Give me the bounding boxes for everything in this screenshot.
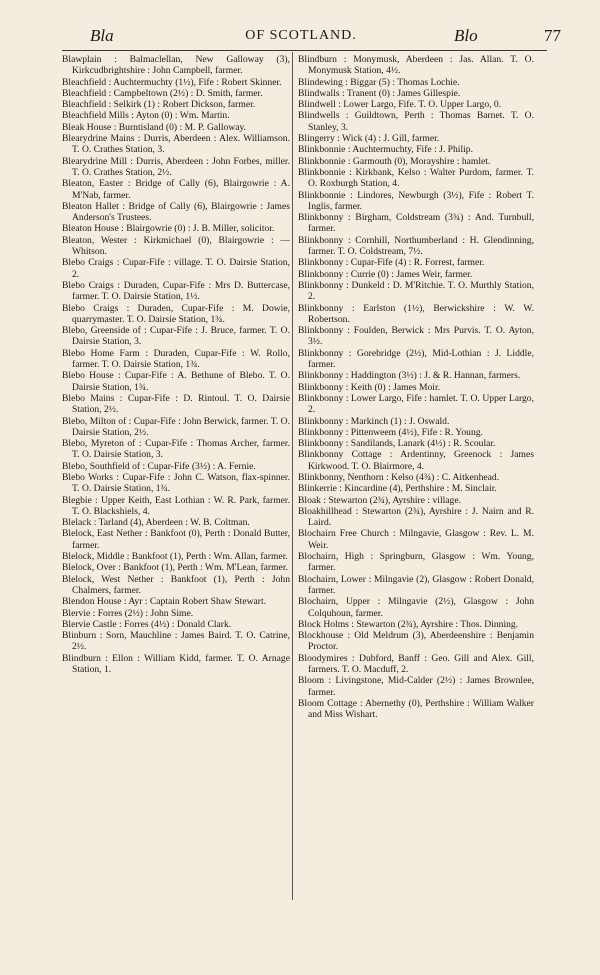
directory-entry: Blegbie : Upper Keith, East Lothian : W. R. Park, farmer. T. O. Blackshiels, 4. [62,494,290,517]
directory-entry: Blinkbonny : Cupar-Fife (4) : R. Forrest, farmer. [298,257,485,269]
directory-entry: Blebo, Greenside of : Cupar-Fife : J. Bruce, farmer. T. O. Dairsie Station, 3. [62,325,290,348]
directory-entry: Blindburn : Monymusk, Aberdeen : Jas. Allan. T. O. Monymusk Station, 4½. [298,54,534,77]
directory-entry: Blindwell : Lower Largo, Fife. T. O. Upper Largo, 0. [298,99,502,111]
directory-entry: Blebo Home Farm : Duraden, Cupar-Fife : W. Rollo, farmer. T. O. Dairsie Station, 1¾. [62,347,290,371]
directory-entry: Blinkerrie : Kincardine (4), Perthshire : M. Sinclair. [298,483,497,495]
directory-entry: Bleachfield : Selkirk (1) : Robert Dickson, farmer. [62,99,256,111]
left-column [62,54,290,675]
directory-entry: Blelock, Middle : Bankfoot (1), Perth : Wm. Allan, farmer. [62,551,288,563]
directory-entry: Blelack : Tarland (4), Aberdeen : W. B. Coltman. [62,517,250,529]
directory-entry: Blochairn, Lower : Milngavie (2), Glasgow : Robert Donald, farmer. [298,573,534,596]
running-header [62,26,561,48]
directory-entry: Blinkbonny : Sandilands, Lanark (4½) : R. Scoular. [298,438,496,450]
directory-entry: Block Holms : Stewarton (2¾), Ayrshire : Thos. Dinning. [298,618,519,630]
directory-entry: Blinkbonny : Currie (0) : James Weir, farmer. [298,268,473,280]
directory-entry: Blinkbonny : Haddington (3½) : J. & R. Hannan, farmers. [298,370,521,382]
directory-entry: Blinkbonny, Nenthorn : Kelso (4¾) : C. Aitkenhead. [298,471,500,483]
directory-entry: Blinkbonny : Keith (0) : James Moir. [298,381,441,393]
directory-entry: Bloom : Livingstone, Mid-Calder (2½) : James Brownlee, farmer. [298,675,534,698]
directory-entry: Blebo Craigs : Duraden, Cupar-Fife : M. Dowie, quarrymaster. T. O. Dairsie Station, 1¾. [62,302,290,325]
directory-entry: Bleaton, Easter : Bridge of Cally (6), Blairgowrie : A. M'Nab, farmer. [62,178,290,201]
directory-entry: Blebo, Southfield of : Cupar-Fife (3½) : A. Fernie. [62,460,256,472]
directory-entry: Blinkbonny : Markinch (1) : J. Oswald. [298,415,450,427]
directory-entry: Blingerry : Wick (4) : J. Gill, farmer. [298,133,440,145]
directory-entry: Bleaton, Wester : Kirkmichael (0), Blairgowrie : — Whitson. [62,234,290,258]
directory-entry: Blinkbonnie : Kirkbank, Kelso : Walter Purdom, farmer. T. O. Roxburgh Station, 4. [298,166,534,190]
directory-entry: Blinkbonny : Lower Largo, Fife : hamlet. T. O. Upper Largo, 2. [298,392,534,416]
directory-entry: Blinkbonny : Gorebridge (2½), Mid-Lothian : J. Liddle, farmer. [298,347,534,371]
header-title: OF SCOTLAND. [245,28,357,43]
directory-entry: Blinkbonnie : Auchtermuchty, Fife : J. Philip. [298,144,473,156]
directory-entry: Blinkbonny : Birgham, Coldstream (3¾) : And. Turnbull, farmer. [298,212,534,235]
directory-entry: Bloakhillhead : Stewarton (2¾), Ayrshire : J. Nairn and R. Laird. [298,505,534,529]
directory-entry: Blelock, East Nether : Bankfoot (0), Perth : Donald Butter, farmer. [62,528,290,551]
directory-entry: Bleachfield : Auchtermuchty (1½), Fife : Robert Skinner. [62,76,282,88]
directory-entry: Blebo Works : Cupar-Fife : John C. Watson, flax-spinner. T. O. Dairsie Station, 1¾. [62,471,290,495]
directory-entry: Blelock, Over : Bankfoot (1), Perth : Wm. M'Lean, farmer. [62,562,288,574]
directory-entry: Blinkbonny : Earlston (1½), Berwickshire : W. W. Robertson. [298,302,534,325]
directory-entry: Bloom Cottage : Abernethy (0), Perthshire : William Walker and Miss Wishart. [298,697,534,721]
directory-entry: Blawplain : Balmaclellan, New Galloway (3), Kirkcudbrightshire : John Campbell, farmer. [62,54,290,77]
directory-entry: Blebo, Myreton of : Cupar-Fife : Thomas Archer, farmer. T. O. Dairsie Station, 3. [62,438,290,461]
directory-entry: Blinkbonny Cottage : Ardentinny, Greenock : James Kirkwood. T. O. Blairmore, 4. [298,449,534,472]
directory-entry: Bleachfield : Campbeltown (2½) : D. Smith, farmer. [62,87,263,99]
directory-entry: Blebo, Milton of : Cupar-Fife : John Berwick, farmer. T. O. Dairsie Station, 2½. [62,415,290,438]
directory-entry: Bleak House : Burntisland (0) : M. P. Galloway. [62,121,247,133]
directory-entry: Blearydrine Mains : Durris, Aberdeen : Alex. Williamson. T. O. Crathes Station, 3. [62,133,290,156]
directory-entry: Blinkbonny : Pittenweem (4½), Fife : R. Young. [298,426,483,438]
page-number: 77 [544,26,561,45]
directory-entry: Blebo House : Cupar-Fife : A. Bethune of Blebo. T. O. Dairsie Station, 1¾. [62,370,290,393]
directory-entry: Blochairn, Upper : Milngavie (2½), Glasgow : John Colquhoun, farmer. [298,596,534,619]
directory-entry: Bleaton House : Blairgowrie (0) : J. B. Miller, solicitor. [62,223,275,235]
right-column [298,54,534,721]
directory-entry: Blinkbonnie : Garmouth (0), Morayshire : hamlet. [298,155,491,167]
column-divider [292,52,293,900]
directory-entry: Blindburn : Ellon : William Kidd, farmer. T. O. Arnage Station, 1. [62,652,290,676]
directory-entry: Blindewing : Biggar (5) : Thomas Lochie. [298,76,460,88]
directory-entry: Blebo Craigs : Cupar-Fife : village. T. O. Dairsie Station, 2. [62,257,290,280]
directory-entry: Blochairn Free Church : Milngavie, Glasgow : Rev. L. M. Weir. [298,528,534,551]
directory-entry: Blebo Mains : Cupar-Fife : D. Rintoul. T. O. Dairsie Station, 2½. [62,392,290,416]
directory-entry: Bloodymires : Dubford, Banff : Geo. Gill and Alex. Gill, farmers. T. O. Macduff, 2. [298,652,534,676]
directory-entry: Blinkbonny : Dunkeld : D. M'Ritchie. T. O. Murthly Station, 2. [298,279,534,303]
directory-entry: Blervie : Forres (2½) : John Sime. [62,607,194,619]
header-first-entry-key: Bla [90,26,114,45]
directory-entry: Blochairn, High : Springburn, Glasgow : Wm. Young, farmer. [298,551,534,574]
directory-entry: Blelock, West Nether : Bankfoot (1), Perth : John Chalmers, farmer. [62,573,290,596]
directory-entry: Blendon House : Ayr : Captain Robert Shaw Stewart. [62,596,267,608]
directory-entry: Blebo Craigs : Duraden, Cupar-Fife : Mrs D. Buttercase, farmer. T. O. Dairsie Station, 1½. [62,279,290,303]
directory-entry: Bleachfield Mills : Ayton (0) : Wm. Martin. [62,110,230,122]
directory-entry: Bleaton Hallet : Bridge of Cally (6), Blairgowrie : James Anderson's Trustees. [62,200,290,224]
directory-entry: Blervie Castle : Forres (4½) : Donald Clark. [62,618,232,630]
directory-entry: Blinkbonny : Foulden, Berwick : Mrs Purvis. T. O. Ayton, 3½. [298,325,534,348]
directory-entry: Blinkbonny : Cornhill, Northumberland : H. Glendinning, farmer. T. O. Coldstream, 7½. [298,234,534,258]
header-rule [62,50,547,51]
directory-entry: Bloak : Stewarton (2¾), Ayrshire : village. [298,494,461,506]
directory-entry: Blockhouse : Old Meldrum (3), Aberdeenshire : Benjamin Proctor. [298,630,534,653]
directory-entry: Blindwells : Guildtown, Perth : Thomas Barnet. T. O. Stanley, 3. [298,110,534,133]
directory-entry: Blearydrine Mill : Durris, Aberdeen : John Forbes, miller. T. O. Crathes Station, 2½. [62,155,290,178]
directory-entry: Blinkbonnie : Lindores, Newburgh (3½), Fife : Robert T. Inglis, farmer. [298,189,534,212]
directory-entry: Blinburn : Sorn, Mauchline : James Baird. T. O. Catrine, 2½. [62,630,290,653]
directory-entry: Blindwalls : Tranent (0) : James Gillespie. [298,87,461,99]
header-last-entry-key: Blo [454,26,478,45]
